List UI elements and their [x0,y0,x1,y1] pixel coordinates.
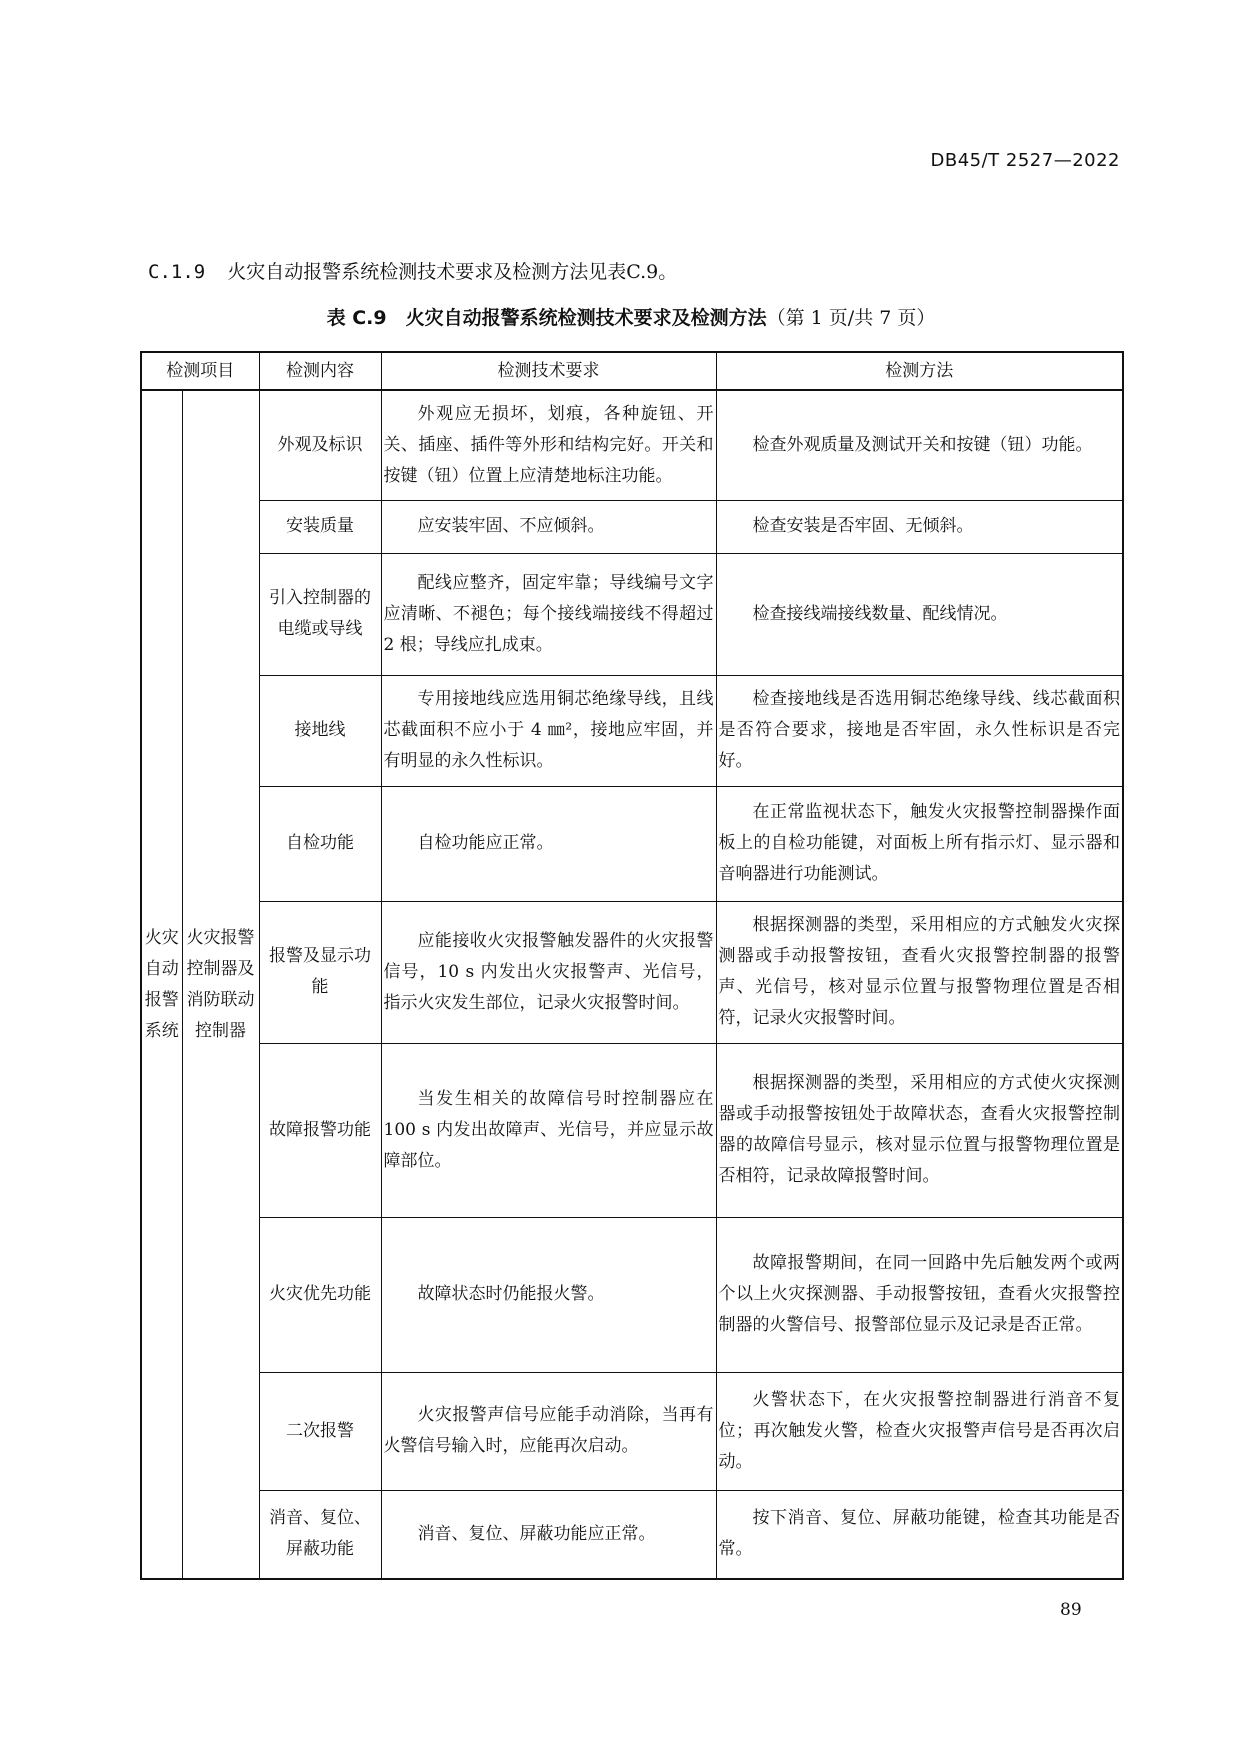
method-cell: 检查安装是否牢固、无倾斜。 [716,500,1123,553]
page-number: 89 [1060,1600,1082,1620]
content-cell: 消音、复位、屏蔽功能 [259,1490,381,1579]
table-title-text: 表 C.9 火灾自动报警系统检测技术要求及检测方法 [326,307,767,329]
content-cell: 报警及显示功能 [259,901,381,1043]
table-row [141,500,1123,553]
clause-text: 火灾自动报警系统检测技术要求及检测方法见表C.9。 [227,261,678,283]
clause-number: C.1.9 [148,261,206,283]
requirement-cell: 外观应无损坏，划痕，各种旋钮、开关、插座、插件等外形和结构完好。开关和按键（钮）位置上应清楚地标注功能。 [381,390,716,500]
inspection-table [140,351,1124,1580]
table-row [141,901,1123,1043]
column-header: 检测技术要求 [381,352,716,390]
requirement-cell: 配线应整齐，固定牢靠；导线编号文字应清晰、不褪色；每个接线端接线不得超过 2 根；导线应扎成束。 [381,553,716,675]
method-cell: 按下消音、复位、屏蔽功能键，检查其功能是否常。 [716,1490,1123,1579]
table-page-info: （第 1 页/共 7 页） [766,307,936,329]
content-cell: 火灾优先功能 [259,1217,381,1372]
requirement-cell: 当发生相关的故障信号时控制器应在 100 s 内发出故障声、光信号，并应显示故障部位。 [381,1043,716,1217]
table-row [141,1217,1123,1372]
method-cell: 根据探测器的类型，采用相应的方式使火灾探测器或手动报警按钮处于故障状态，查看火灾报警控制器的故障信号显示，核对显示位置与报警物理位置是否相符，记录故障报警时间。 [716,1043,1123,1217]
table-header-row [141,352,1123,390]
content-cell: 接地线 [259,675,381,786]
table-title [140,303,1122,330]
method-cell: 检查接地线是否选用铜芯绝缘导线、线芯截面积是否符合要求，接地是否牢固，永久性标识是否完好。 [716,675,1123,786]
table-row [141,1372,1123,1490]
requirement-cell: 火灾报警声信号应能手动消除，当再有火警信号输入时，应能再次启动。 [381,1372,716,1490]
table-row [141,1490,1123,1579]
content-cell: 自检功能 [259,786,381,901]
content-cell: 二次报警 [259,1372,381,1490]
document-code: DB45/T 2527—2022 [930,150,1120,171]
content-cell: 引入控制器的电缆或导线 [259,553,381,675]
group-cell-system: 火灾自动报警系统 [141,390,182,1579]
requirement-cell: 消音、复位、屏蔽功能应正常。 [381,1490,716,1579]
method-cell: 火警状态下，在火灾报警控制器进行消音不复位；再次触发火警，检查火灾报警声信号是否再次启动。 [716,1372,1123,1490]
table-row [141,675,1123,786]
method-cell: 检查外观质量及测试开关和按键（钮）功能。 [716,390,1123,500]
requirement-cell: 故障状态时仍能报火警。 [381,1217,716,1372]
table-row [141,1043,1123,1217]
content-cell: 安装质量 [259,500,381,553]
column-header: 检测方法 [716,352,1123,390]
method-cell: 根据探测器的类型，采用相应的方式触发火灾探测器或手动报警按钮，查看火灾报警控制器的报警声、光信号，核对显示位置与报警物理位置是否相符，记录火灾报警时间。 [716,901,1123,1043]
requirement-cell: 应安装牢固、不应倾斜。 [381,500,716,553]
table-row [141,553,1123,675]
method-cell: 检查接线端接线数量、配线情况。 [716,553,1123,675]
content-cell: 外观及标识 [259,390,381,500]
column-header: 检测内容 [259,352,381,390]
requirement-cell: 专用接地线应选用铜芯绝缘导线，且线芯截面积不应小于 4 ㎜²，接地应牢固，并有明显的永久性标识。 [381,675,716,786]
table-row [141,390,1123,500]
method-cell: 在正常监视状态下，触发火灾报警控制器操作面板上的自检功能键，对面板上所有指示灯、显示器和音响器进行功能测试。 [716,786,1123,901]
clause-paragraph [148,257,677,284]
content-cell: 故障报警功能 [259,1043,381,1217]
table-row [141,786,1123,901]
method-cell: 故障报警期间，在同一回路中先后触发两个或两个以上火灾探测器、手动报警按钮，查看火灾报警控制器的火警信号、报警部位显示及记录是否正常。 [716,1217,1123,1372]
group-cell-controller: 火灾报警控制器及消防联动控制器 [182,390,259,1579]
column-header: 检测项目 [141,352,259,390]
requirement-cell: 自检功能应正常。 [381,786,716,901]
requirement-cell: 应能接收火灾报警触发器件的火灾报警信号，10 s 内发出火灾报警声、光信号，指示火灾发生部位，记录火灾报警时间。 [381,901,716,1043]
